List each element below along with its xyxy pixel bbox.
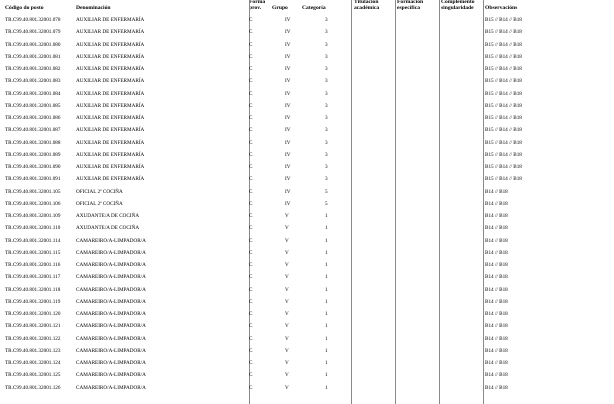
code-cell: TR.C99.40.801.32001.078 — [5, 17, 61, 23]
denomination-cell: CAMAREIRO/A-LIMPADOR/A — [76, 286, 146, 293]
group-cell: V — [285, 213, 289, 219]
table-row — [0, 296, 614, 308]
denomination-cell: CAMAREIRO/A-LIMPADOR/A — [76, 298, 146, 305]
category-cell: 3 — [325, 66, 328, 72]
header-complemento-line2: singularidade — [441, 5, 474, 11]
forma-prov-cell: C — [249, 347, 253, 354]
header-forma-prov-line1: Forma — [249, 0, 266, 5]
denomination-cell: CAMAREIRO/A-LIMPADOR/A — [76, 335, 146, 342]
forma-prov-cell: C — [249, 78, 253, 85]
code-cell: TR.C99.40.801.32001.090 — [5, 164, 61, 170]
observations-cell: B14 // B18 — [485, 384, 508, 391]
forma-prov-cell: C — [249, 286, 253, 293]
code-cell: TR.C99.40.801.32001.106 — [5, 200, 61, 207]
group-cell: IV — [285, 139, 291, 146]
group-cell: V — [285, 286, 289, 293]
denomination-cell: AUXILIAR DE ENFERMARÍA — [76, 90, 145, 97]
group-cell: V — [285, 335, 289, 342]
forma-prov-cell: C — [249, 188, 253, 195]
denomination-cell: CAMAREIRO/A-LIMPADOR/A — [76, 249, 146, 256]
category-cell: 3 — [325, 127, 328, 134]
forma-prov-cell: C — [249, 323, 253, 330]
category-cell: 1 — [325, 335, 328, 342]
table-row — [0, 161, 614, 173]
group-cell: IV — [285, 200, 291, 207]
observations-cell: B14 // B18 — [485, 298, 508, 305]
observations-cell: B15 // B14 // B18 — [485, 29, 522, 36]
code-cell: TR.C99.40.801.32001.083 — [5, 78, 61, 85]
denomination-cell: AUXILIAR DE ENFERMARÍA — [76, 53, 145, 60]
header-formacion-line2: específica — [397, 5, 420, 11]
table-row — [0, 382, 614, 394]
forma-prov-cell: C — [249, 213, 253, 219]
table-row — [0, 308, 614, 320]
table-body — [0, 14, 614, 394]
code-cell: TR.C99.40.801.32001.079 — [5, 29, 61, 36]
group-cell: V — [285, 298, 289, 305]
forma-prov-cell: C — [249, 372, 253, 379]
denomination-cell: AUXILIAR DE ENFERMARÍA — [76, 115, 145, 121]
group-cell: V — [285, 323, 289, 330]
observations-cell: B14 // B18 — [485, 286, 508, 293]
code-cell: TR.C99.40.801.32001.126 — [5, 384, 61, 391]
group-cell: IV — [285, 17, 291, 23]
observations-cell: B15 // B14 // B18 — [485, 53, 522, 60]
table-row — [0, 345, 614, 357]
forma-prov-cell: C — [249, 311, 253, 317]
forma-prov-cell: C — [249, 249, 253, 256]
observations-cell: B14 // B18 — [485, 335, 508, 342]
category-cell: 5 — [325, 200, 328, 207]
group-cell: IV — [285, 151, 291, 158]
table-row — [0, 100, 614, 112]
observations-cell: B15 // B14 // B18 — [485, 164, 522, 170]
table-row — [0, 112, 614, 124]
forma-prov-cell: C — [249, 274, 253, 281]
category-cell: 3 — [325, 29, 328, 36]
observations-cell: B15 // B14 // B18 — [485, 151, 522, 158]
code-cell: TR.C99.40.801.32001.088 — [5, 139, 61, 146]
observations-cell: B14 // B18 — [485, 372, 508, 379]
code-cell: TR.C99.40.801.32001.120 — [5, 311, 61, 317]
forma-prov-cell: C — [249, 127, 253, 134]
code-cell: TR.C99.40.801.32001.086 — [5, 115, 61, 121]
group-cell: V — [285, 262, 289, 268]
forma-prov-cell: C — [249, 115, 253, 121]
category-cell: 1 — [325, 384, 328, 391]
forma-prov-cell: C — [249, 164, 253, 170]
code-cell: TR.C99.40.801.32001.121 — [5, 323, 61, 330]
category-cell: 1 — [325, 262, 328, 268]
observations-cell: B14 // B18 — [485, 249, 508, 256]
group-cell: V — [285, 237, 289, 244]
denomination-cell: CAMAREIRO/A-LIMPADOR/A — [76, 262, 146, 268]
observations-cell: B15 // B14 // B18 — [485, 127, 522, 134]
category-cell: 3 — [325, 115, 328, 121]
forma-prov-cell: C — [249, 200, 253, 207]
table-row — [0, 284, 614, 296]
category-cell: 1 — [325, 323, 328, 330]
observations-cell: B14 // B18 — [485, 200, 508, 207]
observations-cell: B14 // B18 — [485, 323, 508, 330]
group-cell: IV — [285, 115, 291, 121]
category-cell: 1 — [325, 298, 328, 305]
denomination-cell: AUXILIAR DE ENFERMARÍA — [76, 151, 145, 158]
category-cell: 3 — [325, 151, 328, 158]
group-cell: V — [285, 225, 289, 232]
denomination-cell: OFICIAL 2ª COCIÑA — [76, 188, 123, 195]
table-row — [0, 88, 614, 100]
denomination-cell: AUXILIAR DE ENFERMARÍA — [76, 66, 145, 72]
forma-prov-cell: C — [249, 90, 253, 97]
category-cell: 1 — [325, 213, 328, 219]
denomination-cell: CAMAREIRO/A-LIMPADOR/A — [76, 237, 146, 244]
forma-prov-cell: C — [249, 384, 253, 391]
code-cell: TR.C99.40.801.32001.124 — [5, 360, 61, 366]
denomination-cell: AXUDANTE/A DE COCIÑA — [76, 213, 140, 219]
observations-cell: B14 // B18 — [485, 262, 508, 268]
category-cell: 3 — [325, 53, 328, 60]
header-code: Código do posto — [5, 5, 44, 11]
denomination-cell: CAMAREIRO/A-LIMPADOR/A — [76, 360, 146, 366]
group-cell: IV — [285, 78, 291, 85]
code-cell: TR.C99.40.801.32001.116 — [5, 262, 61, 268]
observations-cell: B15 // B14 // B18 — [485, 115, 522, 121]
group-cell: V — [285, 274, 289, 281]
group-cell: IV — [285, 188, 291, 195]
denomination-cell: AUXILIAR DE ENFERMARÍA — [76, 102, 145, 109]
observations-cell: B14 // B18 — [485, 311, 508, 317]
category-cell: 3 — [325, 17, 328, 23]
table-row — [0, 235, 614, 247]
observations-cell: B14 // B18 — [485, 347, 508, 354]
header-group: Grupo — [272, 5, 288, 11]
group-cell: V — [285, 384, 289, 391]
category-cell: 3 — [325, 90, 328, 97]
code-cell: TR.C99.40.801.32001.122 — [5, 335, 61, 342]
table-row — [0, 320, 614, 332]
denomination-cell: AXUDANTE/A DE COCIÑA — [76, 225, 140, 232]
observations-cell: B15 // B14 // B18 — [485, 102, 522, 109]
category-cell: 3 — [325, 139, 328, 146]
table-row — [0, 51, 614, 63]
code-cell: TR.C99.40.801.32001.081 — [5, 53, 61, 60]
forma-prov-cell: C — [249, 335, 253, 342]
denomination-cell: CAMAREIRO/A-LIMPADOR/A — [76, 274, 146, 281]
group-cell: IV — [285, 102, 291, 109]
table-header — [0, 0, 614, 14]
category-cell: 1 — [325, 249, 328, 256]
denomination-cell: AUXILIAR DE ENFERMARÍA — [76, 41, 145, 48]
denomination-cell: AUXILIAR DE ENFERMARÍA — [76, 17, 145, 23]
category-cell: 1 — [325, 225, 328, 232]
group-cell: IV — [285, 127, 291, 134]
table-row — [0, 259, 614, 271]
header-titulacion-line2: académica — [354, 5, 380, 11]
table-row — [0, 271, 614, 283]
category-cell: 5 — [325, 188, 328, 195]
denomination-cell: AUXILIAR DE ENFERMARÍA — [76, 176, 145, 183]
table-row — [0, 137, 614, 149]
observations-cell: B15 // B14 // B18 — [485, 78, 522, 85]
header-category: Categoría — [302, 5, 326, 11]
category-cell: 1 — [325, 274, 328, 281]
forma-prov-cell: C — [249, 29, 253, 36]
table-row — [0, 333, 614, 345]
observations-cell: B14 // B18 — [485, 360, 508, 366]
code-cell: TR.C99.40.801.32001.109 — [5, 213, 61, 219]
category-cell: 3 — [325, 176, 328, 183]
code-cell: TR.C99.40.801.32001.084 — [5, 90, 61, 97]
forma-prov-cell: C — [249, 176, 253, 183]
denomination-cell: CAMAREIRO/A-LIMPADOR/A — [76, 384, 146, 391]
observations-cell: B14 // B18 — [485, 237, 508, 244]
table-row — [0, 75, 614, 87]
category-cell: 3 — [325, 41, 328, 48]
header-forma-prov-line2: prov. — [249, 5, 262, 11]
forma-prov-cell: C — [249, 17, 253, 23]
header-complemento-line1: Complemento — [441, 0, 475, 5]
category-cell: 3 — [325, 164, 328, 170]
group-cell: V — [285, 360, 289, 366]
observations-cell: B15 // B14 // B18 — [485, 66, 522, 72]
observations-cell: B15 // B14 // B18 — [485, 90, 522, 97]
category-cell: 1 — [325, 237, 328, 244]
denomination-cell: CAMAREIRO/A-LIMPADOR/A — [76, 372, 146, 379]
observations-cell: B14 // B18 — [485, 213, 508, 219]
group-cell: IV — [285, 90, 291, 97]
code-cell: TR.C99.40.801.32001.087 — [5, 127, 61, 134]
table-row — [0, 369, 614, 381]
observations-cell: B14 // B18 — [485, 274, 508, 281]
forma-prov-cell: C — [249, 151, 253, 158]
denomination-cell: AUXILIAR DE ENFERMARÍA — [76, 78, 145, 85]
observations-cell: B15 // B14 // B18 — [485, 176, 522, 183]
forma-prov-cell: C — [249, 262, 253, 268]
group-cell: IV — [285, 164, 291, 170]
table-row — [0, 222, 614, 234]
category-cell: 1 — [325, 347, 328, 354]
forma-prov-cell: C — [249, 41, 253, 48]
forma-prov-cell: C — [249, 139, 253, 146]
code-cell: TR.C99.40.801.32001.085 — [5, 102, 61, 109]
denomination-cell: OFICIAL 2ª COCIÑA — [76, 200, 123, 207]
category-cell: 3 — [325, 102, 328, 109]
observations-cell: B14 // B18 — [485, 188, 508, 195]
category-cell: 1 — [325, 372, 328, 379]
forma-prov-cell: C — [249, 53, 253, 60]
code-cell: TR.C99.40.801.32001.091 — [5, 176, 61, 183]
header-titulacion-line1: Titulación — [354, 0, 379, 5]
header-observations: Observacións — [485, 5, 518, 11]
group-cell: IV — [285, 66, 291, 72]
code-cell: TR.C99.40.801.32001.118 — [5, 286, 61, 293]
group-cell: IV — [285, 176, 291, 183]
observations-cell: B14 // B18 — [485, 225, 508, 232]
denomination-cell: AUXILIAR DE ENFERMARÍA — [76, 29, 145, 36]
code-cell: TR.C99.40.801.32001.110 — [5, 225, 61, 232]
code-cell: TR.C99.40.801.32001.105 — [5, 188, 61, 195]
table-row — [0, 198, 614, 210]
code-cell: TR.C99.40.801.32001.114 — [5, 237, 61, 244]
code-cell: TR.C99.40.801.32001.082 — [5, 66, 61, 72]
code-cell: TR.C99.40.801.32001.125 — [5, 372, 61, 379]
header-denomination: Denominación — [76, 5, 111, 11]
table-row — [0, 39, 614, 51]
code-cell: TR.C99.40.801.32001.119 — [5, 298, 61, 305]
group-cell: V — [285, 347, 289, 354]
code-cell: TR.C99.40.801.32001.123 — [5, 347, 61, 354]
table-row — [0, 357, 614, 369]
group-cell: IV — [285, 29, 291, 36]
forma-prov-cell: C — [249, 298, 253, 305]
table-row — [0, 247, 614, 259]
category-cell: 1 — [325, 360, 328, 366]
table-row — [0, 63, 614, 75]
forma-prov-cell: C — [249, 360, 253, 366]
code-cell: TR.C99.40.801.32001.115 — [5, 249, 61, 256]
denomination-cell: AUXILIAR DE ENFERMARÍA — [76, 127, 145, 134]
observations-cell: B15 // B14 // B18 — [485, 139, 522, 146]
group-cell: IV — [285, 53, 291, 60]
observations-cell: B15 // B14 // B18 — [485, 17, 522, 23]
denomination-cell: CAMAREIRO/A-LIMPADOR/A — [76, 311, 146, 317]
category-cell: 1 — [325, 311, 328, 317]
group-cell: V — [285, 249, 289, 256]
forma-prov-cell: C — [249, 225, 253, 232]
code-cell: TR.C99.40.801.32001.117 — [5, 274, 61, 281]
table-row — [0, 210, 614, 222]
forma-prov-cell: C — [249, 66, 253, 72]
table-row — [0, 124, 614, 136]
forma-prov-cell: C — [249, 237, 253, 244]
denomination-cell: AUXILIAR DE ENFERMARÍA — [76, 139, 145, 146]
category-cell: 1 — [325, 286, 328, 293]
table-row — [0, 173, 614, 185]
group-cell: V — [285, 372, 289, 379]
group-cell: V — [285, 311, 289, 317]
code-cell: TR.C99.40.801.32001.080 — [5, 41, 61, 48]
header-formacion-line1: Formación — [397, 0, 424, 5]
denomination-cell: CAMAREIRO/A-LIMPADOR/A — [76, 347, 146, 354]
category-cell: 3 — [325, 78, 328, 85]
observations-cell: B15 // B14 // B18 — [485, 41, 522, 48]
table-row — [0, 149, 614, 161]
table-row — [0, 26, 614, 38]
table-row — [0, 14, 614, 26]
denomination-cell: AUXILIAR DE ENFERMARÍA — [76, 164, 145, 170]
table-row — [0, 186, 614, 198]
denomination-cell: CAMAREIRO/A-LIMPADOR/A — [76, 323, 146, 330]
group-cell: IV — [285, 41, 291, 48]
forma-prov-cell: C — [249, 102, 253, 109]
code-cell: TR.C99.40.801.32001.089 — [5, 151, 61, 158]
